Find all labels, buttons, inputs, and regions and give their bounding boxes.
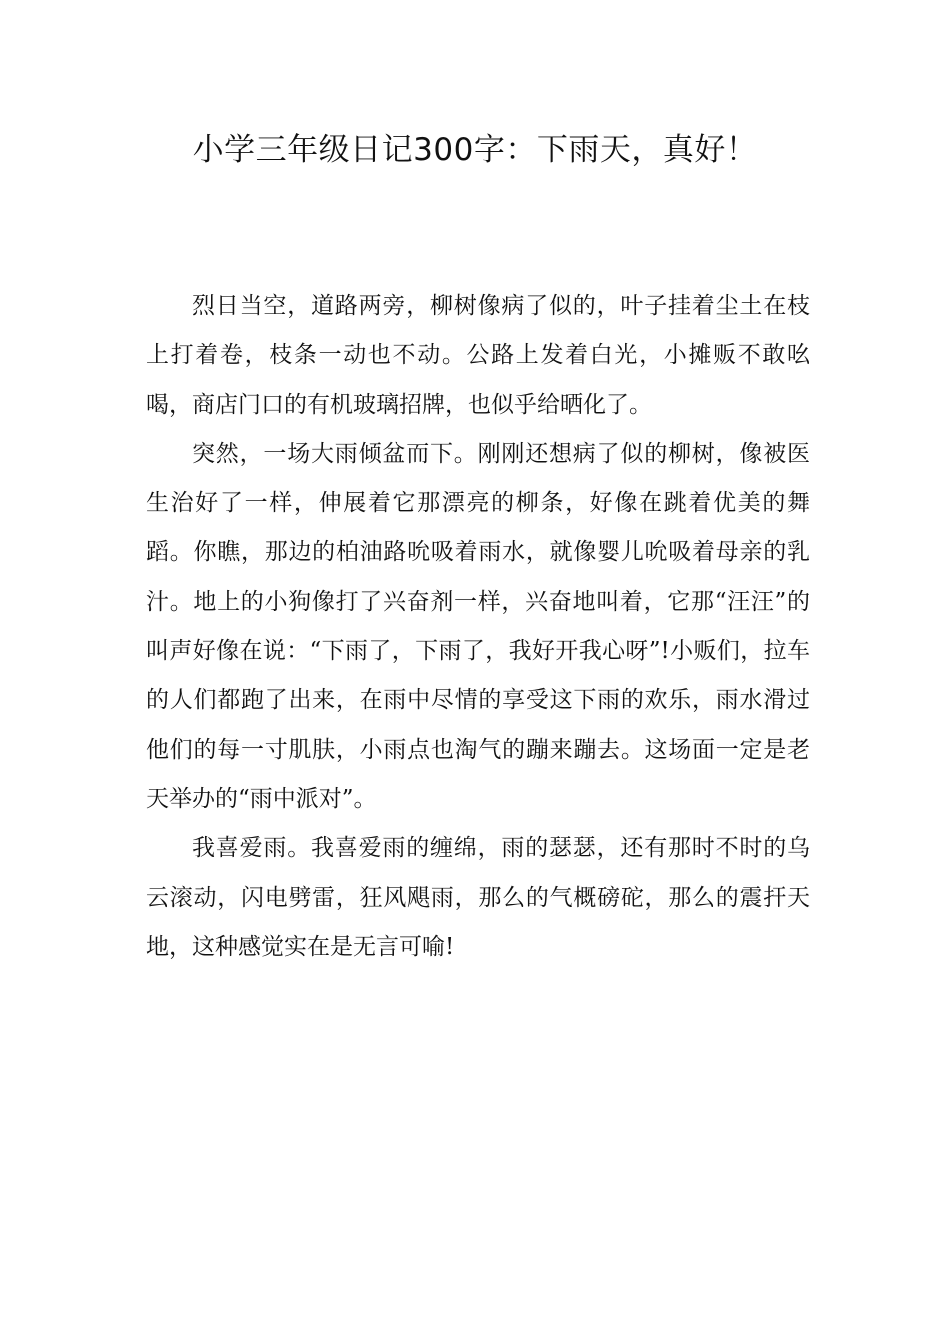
paragraph: 突然，一场大雨倾盆而下。刚刚还想病了似的柳树，像被医生治好了一样，伸展着它那漂亮的柳条，好像在跳着优美的舞蹈。你瞧，那边的柏油路吮吸着雨水，就像婴儿吮吸着母亲的乳汁。地上的小狗像打了兴奋剂一样，兴奋地叫着，它那“汪汪”的叫声好像在说：“下雨了，下雨了，我好开我心呀”!小贩们，拉车的人们都跑了出来，在雨中尽情的享受这下雨的欢乐，雨水滑过他们的每一寸肌肤，小雨点也淘气的蹦来蹦去。这场面一定是老天举办的“雨中派对”。: [146, 440, 810, 812]
paragraph: 烈日当空，道路两旁，柳树像病了似的，叶子挂着尘土在枝上打着卷，枝条一动也不动。公路上发着白光，小摊贩不敢吆喝，商店门口的有机玻璃招牌，也似乎给晒化了。: [146, 293, 810, 418]
paragraph: 我喜爱雨。我喜爱雨的缠绵，雨的瑟瑟，还有那时不时的乌云滚动，闪电劈雷，狂风飓雨，那么的气概磅砣，那么的震扞天地，这种感觉实在是无言可喻!: [146, 835, 810, 960]
document-body: [146, 282, 810, 972]
document-title: 小学三年级日记300字：下雨天，真好！: [192, 132, 758, 168]
